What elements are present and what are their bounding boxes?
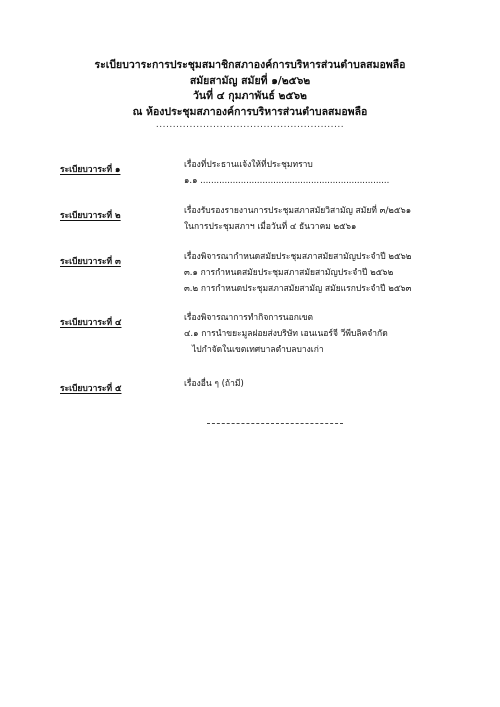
agenda-1-text bbox=[184, 157, 389, 189]
header-separator: ........................................................ bbox=[155, 120, 345, 130]
agenda-3-text bbox=[184, 249, 411, 297]
agenda-1-line-1: เรื่องที่ประธานแจ้งให้ที่ประชุมทราบ bbox=[184, 160, 313, 170]
agenda-3-line-3: ๓.๒ การกำหนดประชุมสภาสมัยสามัญ สมัยแรกประจำปี ๒๕๖๓ bbox=[184, 284, 412, 294]
document-header bbox=[0, 58, 500, 131]
agenda-3-label: ระเบียบวาระที่ ๓ bbox=[60, 257, 121, 267]
agenda-3-line-1: เรื่องพิจารณากำหนดสมัยประชุมสภาสมัยสามัญประจำปี ๒๕๖๒ bbox=[184, 252, 412, 262]
title-line-3: วันที่ ๔ กุมภาพันธ์ ๒๕๖๒ bbox=[193, 90, 307, 102]
agenda-2-label: ระเบียบวาระที่ ๒ bbox=[60, 211, 121, 221]
agenda-4-text bbox=[184, 310, 388, 358]
agenda-4-line-3: ไปกำจัดในเขตเทศบาลตำบลบางเก่า bbox=[192, 345, 324, 355]
title-line-1: ระเบียบวาระการประชุมสมาชิกสภาองค์การบริหารส่วนตำบลสมอพลือ bbox=[94, 59, 406, 71]
agenda-2-text bbox=[184, 203, 411, 235]
agenda-4-line-2: ๔.๑ การนำขยะมูลฝอยส่งบริษัท เอนเนอร์จี วีพีบลิคจำกัด bbox=[184, 329, 388, 339]
agenda-2-line-1: เรื่องรับรองรายงานการประชุมสภาสมัยวิสามัญ สมัยที่ ๓/๒๕๖๑ bbox=[184, 206, 412, 216]
agenda-2-line-2: ในการประชุมสภาฯ เมื่อวันที่ ๔ ธันวาคม ๒๕๖๑ bbox=[184, 222, 357, 232]
end-divider bbox=[207, 423, 343, 424]
agenda-1-label: ระเบียบวาระที่ ๑ bbox=[60, 165, 121, 175]
agenda-1-line-2: ๑.๑ ...................................................................... bbox=[184, 176, 390, 186]
agenda-4-label: ระเบียบวาระที่ ๔ bbox=[60, 318, 122, 328]
agenda-5-label: ระเบียบวาระที่ ๕ bbox=[60, 384, 122, 394]
agenda-5-line-1: เรื่องอื่น ๆ (ถ้ามี) bbox=[184, 379, 244, 389]
title-line-2: สมัยสามัญ สมัยที่ ๑/๒๕๖๒ bbox=[189, 74, 311, 87]
title-line-4: ณ ห้องประชุมสภาองค์การบริหารส่วนตำบลสมอพลือ bbox=[132, 105, 368, 118]
agenda-4-line-1: เรื่องพิจารณาการทำกิจการนอกเขต bbox=[184, 313, 314, 323]
agenda-3-line-2: ๓.๑ การกำหนดสมัยประชุมสภาสมัยสามัญประจำปี ๒๕๖๒ bbox=[184, 268, 394, 278]
agenda-5-text bbox=[184, 376, 244, 392]
